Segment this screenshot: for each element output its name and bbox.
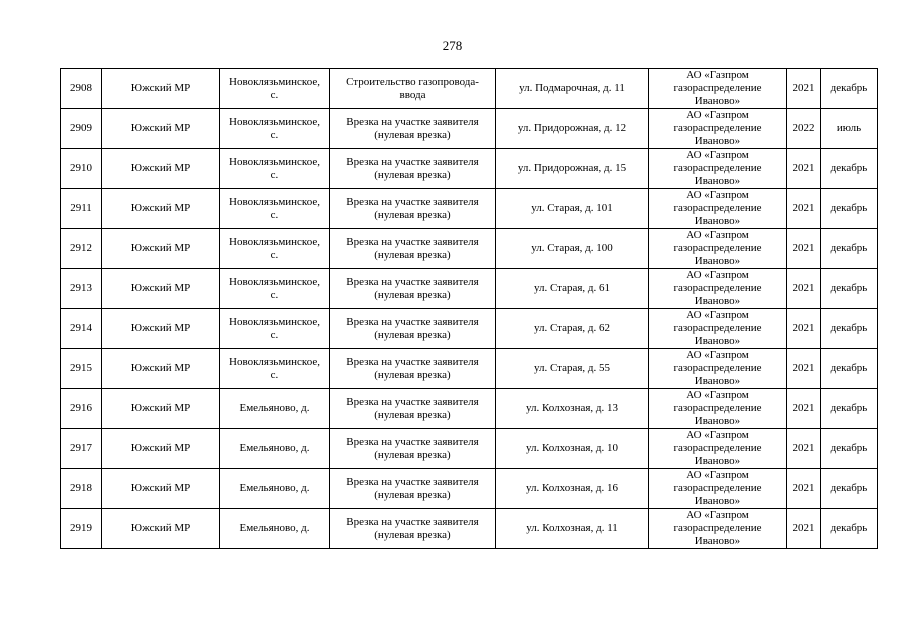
- organization-text: Иваново»: [694, 335, 741, 347]
- organization-cell: [649, 509, 787, 549]
- row-number-text: 2908: [70, 82, 92, 94]
- month-text: декабрь: [830, 282, 868, 294]
- organization-cell: [649, 69, 787, 109]
- settlement-cell: [220, 309, 330, 349]
- work-type-text: (нулевая врезка): [374, 368, 451, 381]
- settlement-text: с.: [270, 328, 279, 341]
- district-cell: [102, 389, 220, 429]
- settlement-cell: [220, 189, 330, 229]
- year-text: 2021: [792, 442, 815, 454]
- address-text: ул. Старая, д. 55: [533, 362, 611, 374]
- year-cell: [787, 429, 821, 469]
- row-number-cell: [61, 309, 102, 349]
- work-type-text: (нулевая врезка): [374, 248, 451, 261]
- month-text: декабрь: [830, 202, 868, 214]
- settlement-text: Емельяново, д.: [239, 482, 310, 494]
- row-number-cell: [61, 69, 102, 109]
- settlement-cell: [220, 389, 330, 429]
- organization-text: Иваново»: [694, 455, 741, 467]
- work-type-text: Врезка на участке заявителя: [346, 235, 479, 248]
- year-text: 2021: [792, 202, 815, 214]
- address-text: ул. Придорожная, д. 12: [517, 122, 627, 134]
- address-text: ул. Колхозная, д. 16: [526, 482, 618, 494]
- month-cell: [821, 229, 878, 269]
- table-row: [61, 109, 878, 149]
- organization-text: газораспределение: [673, 442, 762, 454]
- address-cell: [496, 309, 649, 349]
- district-cell: [102, 109, 220, 149]
- organization-text: АО «Газпром: [686, 149, 749, 161]
- district-text: Южский МР: [130, 522, 191, 534]
- year-text: 2021: [792, 402, 815, 414]
- month-cell: [821, 389, 878, 429]
- address-cell: [496, 469, 649, 509]
- organization-text: Иваново»: [694, 535, 741, 547]
- organization-text: АО «Газпром: [686, 469, 749, 481]
- district-text: Южский МР: [130, 362, 191, 374]
- work-type-text: (нулевая врезка): [374, 408, 451, 421]
- address-text: ул. Колхозная, д. 13: [526, 402, 618, 414]
- year-text: 2021: [792, 82, 815, 94]
- month-text: декабрь: [830, 322, 868, 334]
- address-cell: [496, 69, 649, 109]
- year-cell: [787, 309, 821, 349]
- year-cell: [787, 109, 821, 149]
- settlement-cell: [220, 229, 330, 269]
- organization-text: Иваново»: [694, 255, 741, 267]
- work-type-text: Врезка на участке заявителя: [346, 435, 479, 448]
- month-text: декабрь: [830, 162, 868, 174]
- work-type-text: Врезка на участке заявителя: [346, 515, 479, 528]
- work-type-text: (нулевая врезка): [374, 448, 451, 461]
- settlement-cell: [220, 269, 330, 309]
- row-number-cell: [61, 509, 102, 549]
- address-cell: [496, 509, 649, 549]
- year-text: 2021: [792, 522, 815, 534]
- row-number-text: 2911: [70, 202, 92, 214]
- organization-text: АО «Газпром: [686, 509, 749, 521]
- organization-text: АО «Газпром: [686, 229, 749, 241]
- work-type-cell: [330, 109, 496, 149]
- year-text: 2022: [792, 122, 815, 134]
- year-cell: [787, 69, 821, 109]
- settlement-text: с.: [270, 128, 279, 141]
- organization-text: газораспределение: [673, 282, 762, 294]
- row-number-text: 2919: [70, 522, 92, 534]
- district-cell: [102, 469, 220, 509]
- page-number: 278: [442, 38, 463, 53]
- settlement-cell: [220, 509, 330, 549]
- organization-text: АО «Газпром: [686, 189, 749, 201]
- organization-text: газораспределение: [673, 322, 762, 334]
- organization-cell: [649, 189, 787, 229]
- address-cell: [496, 109, 649, 149]
- settlement-cell: [220, 469, 330, 509]
- work-type-text: (нулевая врезка): [374, 208, 451, 221]
- district-cell: [102, 309, 220, 349]
- row-number-text: 2916: [70, 402, 92, 414]
- settlement-text: Емельяново, д.: [239, 402, 310, 414]
- work-type-cell: [330, 389, 496, 429]
- month-cell: [821, 189, 878, 229]
- year-text: 2021: [792, 322, 815, 334]
- district-text: Южский МР: [130, 122, 191, 134]
- table-row: [61, 189, 878, 229]
- organization-text: газораспределение: [673, 522, 762, 534]
- settlement-text: с.: [270, 248, 279, 261]
- organization-text: Иваново»: [694, 375, 741, 387]
- settlement-text: Новоклязьминское,: [229, 315, 320, 328]
- address-text: ул. Колхозная, д. 11: [526, 522, 618, 534]
- work-type-text: Врезка на участке заявителя: [346, 355, 479, 368]
- row-number-cell: [61, 149, 102, 189]
- row-number-cell: [61, 189, 102, 229]
- district-text: Южский МР: [130, 202, 191, 214]
- district-text: Южский МР: [130, 402, 191, 414]
- work-type-text: Врезка на участке заявителя: [346, 315, 479, 328]
- settlement-text: Новоклязьминское,: [229, 195, 320, 208]
- settlement-text: Емельяново, д.: [239, 442, 310, 454]
- organization-cell: [649, 429, 787, 469]
- settlement-text: Новоклязьминское,: [229, 235, 320, 248]
- settlement-text: Новоклязьминское,: [229, 115, 320, 128]
- work-type-text: (нулевая врезка): [374, 168, 451, 181]
- district-cell: [102, 149, 220, 189]
- settlement-text: с.: [270, 88, 279, 101]
- organization-text: газораспределение: [673, 162, 762, 174]
- organization-text: АО «Газпром: [686, 389, 749, 401]
- district-text: Южский МР: [130, 442, 191, 454]
- settlement-text: Новоклязьминское,: [229, 75, 320, 88]
- organization-text: газораспределение: [673, 242, 762, 254]
- district-cell: [102, 349, 220, 389]
- organization-text: Иваново»: [694, 95, 741, 107]
- district-cell: [102, 269, 220, 309]
- year-text: 2021: [792, 362, 815, 374]
- year-cell: [787, 229, 821, 269]
- work-type-text: Врезка на участке заявителя: [346, 155, 479, 168]
- organization-text: АО «Газпром: [686, 269, 749, 281]
- month-cell: [821, 469, 878, 509]
- row-number-cell: [61, 349, 102, 389]
- table-row: [61, 269, 878, 309]
- address-cell: [496, 269, 649, 309]
- row-number-cell: [61, 269, 102, 309]
- table-row: [61, 69, 878, 109]
- organization-text: АО «Газпром: [686, 109, 749, 121]
- row-number-text: 2910: [70, 162, 92, 174]
- organization-text: АО «Газпром: [686, 349, 749, 361]
- organization-text: газораспределение: [673, 202, 762, 214]
- row-number-cell: [61, 389, 102, 429]
- year-cell: [787, 469, 821, 509]
- row-number-text: 2912: [70, 242, 92, 254]
- work-type-cell: [330, 149, 496, 189]
- table-row: [61, 349, 878, 389]
- table-row: [61, 429, 878, 469]
- row-number-text: 2918: [70, 482, 92, 494]
- address-text: ул. Старая, д. 100: [531, 242, 613, 254]
- month-cell: [821, 269, 878, 309]
- settlement-text: Новоклязьминское,: [229, 155, 320, 168]
- year-cell: [787, 149, 821, 189]
- district-cell: [102, 429, 220, 469]
- table-row: [61, 509, 878, 549]
- organization-text: Иваново»: [694, 215, 741, 227]
- table-row: [61, 229, 878, 269]
- table-row: [61, 469, 878, 509]
- month-cell: [821, 309, 878, 349]
- work-type-text: Врезка на участке заявителя: [346, 195, 479, 208]
- address-text: ул. Придорожная, д. 15: [517, 162, 627, 174]
- work-type-cell: [330, 429, 496, 469]
- year-text: 2021: [792, 162, 815, 174]
- work-type-text: (нулевая врезка): [374, 128, 451, 141]
- row-number-text: 2915: [70, 362, 92, 374]
- work-type-text: Врезка на участке заявителя: [346, 115, 479, 128]
- year-cell: [787, 349, 821, 389]
- address-text: ул. Старая, д. 101: [531, 202, 613, 214]
- settlement-text: с.: [270, 288, 279, 301]
- table-row: [61, 309, 878, 349]
- month-cell: [821, 149, 878, 189]
- month-cell: [821, 69, 878, 109]
- district-cell: [102, 229, 220, 269]
- work-type-cell: [330, 469, 496, 509]
- year-cell: [787, 389, 821, 429]
- month-text: декабрь: [830, 82, 868, 94]
- table-row: [61, 389, 878, 429]
- month-cell: [821, 109, 878, 149]
- settlement-text: с.: [270, 368, 279, 381]
- address-cell: [496, 349, 649, 389]
- work-type-cell: [330, 349, 496, 389]
- settlement-cell: [220, 429, 330, 469]
- year-cell: [787, 269, 821, 309]
- month-text: декабрь: [830, 482, 868, 494]
- row-number-text: 2914: [70, 322, 92, 334]
- work-type-cell: [330, 269, 496, 309]
- work-type-text: ввода: [399, 88, 426, 101]
- year-text: 2021: [792, 242, 815, 254]
- year-cell: [787, 509, 821, 549]
- district-text: Южский МР: [130, 322, 191, 334]
- organization-text: газораспределение: [673, 82, 762, 94]
- organization-cell: [649, 349, 787, 389]
- work-type-text: (нулевая врезка): [374, 288, 451, 301]
- organization-cell: [649, 229, 787, 269]
- table-row: [61, 149, 878, 189]
- year-text: 2021: [792, 282, 815, 294]
- work-type-cell: [330, 189, 496, 229]
- work-type-text: Строительство газопровода-: [346, 75, 479, 88]
- work-type-cell: [330, 309, 496, 349]
- month-text: декабрь: [830, 362, 868, 374]
- work-type-cell: [330, 509, 496, 549]
- work-type-text: (нулевая врезка): [374, 488, 451, 501]
- district-cell: [102, 189, 220, 229]
- registry-table: [60, 68, 878, 549]
- organization-text: газораспределение: [673, 362, 762, 374]
- organization-cell: [649, 109, 787, 149]
- month-cell: [821, 429, 878, 469]
- district-text: Южский МР: [130, 162, 191, 174]
- organization-text: АО «Газпром: [686, 309, 749, 321]
- settlement-text: Новоклязьминское,: [229, 355, 320, 368]
- district-text: Южский МР: [130, 82, 191, 94]
- work-type-cell: [330, 229, 496, 269]
- work-type-text: (нулевая врезка): [374, 328, 451, 341]
- settlement-text: с.: [270, 168, 279, 181]
- settlement-text: Новоклязьминское,: [229, 275, 320, 288]
- address-text: ул. Подмарочная, д. 11: [519, 82, 625, 94]
- district-text: Южский МР: [130, 282, 191, 294]
- organization-text: Иваново»: [694, 135, 741, 147]
- registry-body: [61, 69, 878, 549]
- settlement-text: Емельяново, д.: [239, 522, 310, 534]
- organization-text: газораспределение: [673, 402, 762, 414]
- row-number-cell: [61, 109, 102, 149]
- address-cell: [496, 429, 649, 469]
- organization-cell: [649, 389, 787, 429]
- district-cell: [102, 509, 220, 549]
- row-number-text: 2917: [70, 442, 92, 454]
- address-text: ул. Старая, д. 61: [533, 282, 611, 294]
- month-cell: [821, 509, 878, 549]
- month-cell: [821, 349, 878, 389]
- organization-text: газораспределение: [673, 122, 762, 134]
- year-cell: [787, 189, 821, 229]
- organization-text: Иваново»: [694, 175, 741, 187]
- organization-text: Иваново»: [694, 295, 741, 307]
- month-text: декабрь: [830, 242, 868, 254]
- organization-cell: [649, 309, 787, 349]
- settlement-cell: [220, 69, 330, 109]
- year-text: 2021: [792, 482, 815, 494]
- district-cell: [102, 69, 220, 109]
- settlement-cell: [220, 349, 330, 389]
- organization-text: газораспределение: [673, 482, 762, 494]
- work-type-cell: [330, 69, 496, 109]
- month-text: июль: [836, 122, 862, 134]
- district-text: Южский МР: [130, 242, 191, 254]
- settlement-text: с.: [270, 208, 279, 221]
- organization-text: АО «Газпром: [686, 69, 749, 81]
- district-text: Южский МР: [130, 482, 191, 494]
- address-cell: [496, 149, 649, 189]
- organization-cell: [649, 469, 787, 509]
- month-text: декабрь: [830, 522, 868, 534]
- organization-text: Иваново»: [694, 415, 741, 427]
- settlement-cell: [220, 109, 330, 149]
- row-number-text: 2913: [70, 282, 92, 294]
- row-number-cell: [61, 229, 102, 269]
- settlement-cell: [220, 149, 330, 189]
- month-text: декабрь: [830, 442, 868, 454]
- work-type-text: Врезка на участке заявителя: [346, 475, 479, 488]
- work-type-text: Врезка на участке заявителя: [346, 395, 479, 408]
- month-text: декабрь: [830, 402, 868, 414]
- work-type-text: Врезка на участке заявителя: [346, 275, 479, 288]
- address-cell: [496, 389, 649, 429]
- row-number-cell: [61, 429, 102, 469]
- row-number-text: 2909: [70, 122, 92, 134]
- organization-cell: [649, 269, 787, 309]
- organization-text: АО «Газпром: [686, 429, 749, 441]
- address-cell: [496, 189, 649, 229]
- address-cell: [496, 229, 649, 269]
- work-type-text: (нулевая врезка): [374, 528, 451, 541]
- row-number-cell: [61, 469, 102, 509]
- address-text: ул. Колхозная, д. 10: [526, 442, 618, 454]
- organization-cell: [649, 149, 787, 189]
- address-text: ул. Старая, д. 62: [533, 322, 611, 334]
- organization-text: Иваново»: [694, 495, 741, 507]
